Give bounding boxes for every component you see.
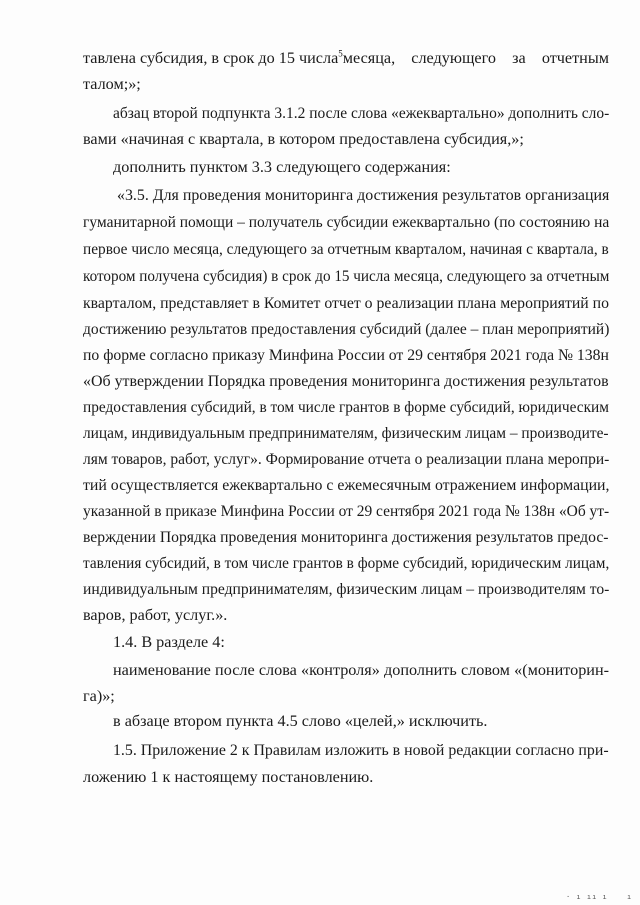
- text-line: индивидуальным предпринимателям, физическим лицам – производителям то-: [83, 580, 610, 598]
- section-heading: 1.4. В разделе 4:: [113, 633, 225, 651]
- text-line: варов, работ, услуг.».: [83, 606, 228, 624]
- text-line: вами «начиная с квартала, в котором предоставлена субсидия,»;: [83, 130, 524, 148]
- text-line: по форме согласно приказу Минфина России от 29 сентября 2021 года № 138н: [83, 346, 609, 364]
- text-line: верждении Порядка проведения мониторинга достижения результатов предос-: [83, 528, 609, 546]
- text-line: первое число месяца, следующего за отчетным кварталом, начиная с квартала, в: [83, 240, 609, 258]
- text-line: котором получена субсидия) в срок до 15 числа месяца, следующего за отчетным: [83, 267, 610, 285]
- text-line: «Об утверждении Порядка проведения мониторинга достижения результатов: [83, 372, 609, 390]
- text-line: лям товаров, работ, услуг». Формирование отчета о реализации плана меропри-: [83, 450, 610, 468]
- text-line: гуманитарной помощи – получатель субсидии ежеквартально (по состоянию на: [83, 213, 610, 231]
- text-line: тий осуществляется ежеквартально с ежемесячным отражением информации,: [83, 476, 610, 494]
- scan-artifact: · ı ıı ı: [566, 893, 608, 901]
- text-line: указанной в приказе Минфина России от 29 сентября 2021 года № 138н «Об ут-: [83, 502, 610, 520]
- text-line: кварталом, представляет в Комитет отчет о реализации плана мероприятий по: [83, 294, 609, 312]
- text-fragment: за: [512, 49, 526, 67]
- text-fragment: тавлена субсидия, в срок до 15 числа$^5$месяца,: [83, 48, 396, 67]
- text-line: тавления субсидий, в том числе грантов в форме субсидий, юридическим лицам,: [83, 554, 610, 572]
- text-line: «3.5. Для проведения мониторинга достижения результатов организация: [117, 186, 610, 204]
- text-line: достижению результатов предоставления субсидий (далее – план мероприятий): [83, 320, 610, 338]
- text-line: талом;»;: [83, 75, 141, 93]
- text-fragment: отчетным: [541, 49, 609, 67]
- text-fragment: следующего: [411, 49, 496, 67]
- text-line: 1.5. Приложение 2 к Правилам изложить в новой редакции согласно при-: [113, 741, 609, 759]
- footnote-marker: 5: [338, 48, 343, 59]
- text-line: га)»;: [83, 687, 115, 705]
- text-line: лицам, индивидуальным предпринимателям, физическим лицам – производите-: [83, 424, 609, 442]
- text-line: в абзаце втором пункта 4.5 слово «целей,» исключить.: [113, 712, 488, 730]
- text-line: ложению 1 к настоящему постановлению.: [83, 768, 374, 786]
- text-line: наименование после слова «контроля» дополнить словом «(мониторин-: [113, 661, 610, 679]
- text-line: предоставления субсидий, в том числе грантов в форме субсидий, юридическим: [83, 398, 609, 416]
- text-line: [83, 48, 609, 68]
- text-line: абзац второй подпункта 3.1.2 после слова «ежеквартально» дополнить сло-: [113, 104, 610, 122]
- text-line: дополнить пунктом 3.3 следующего содержания:: [113, 158, 451, 176]
- scan-artifact: ı: [627, 893, 633, 901]
